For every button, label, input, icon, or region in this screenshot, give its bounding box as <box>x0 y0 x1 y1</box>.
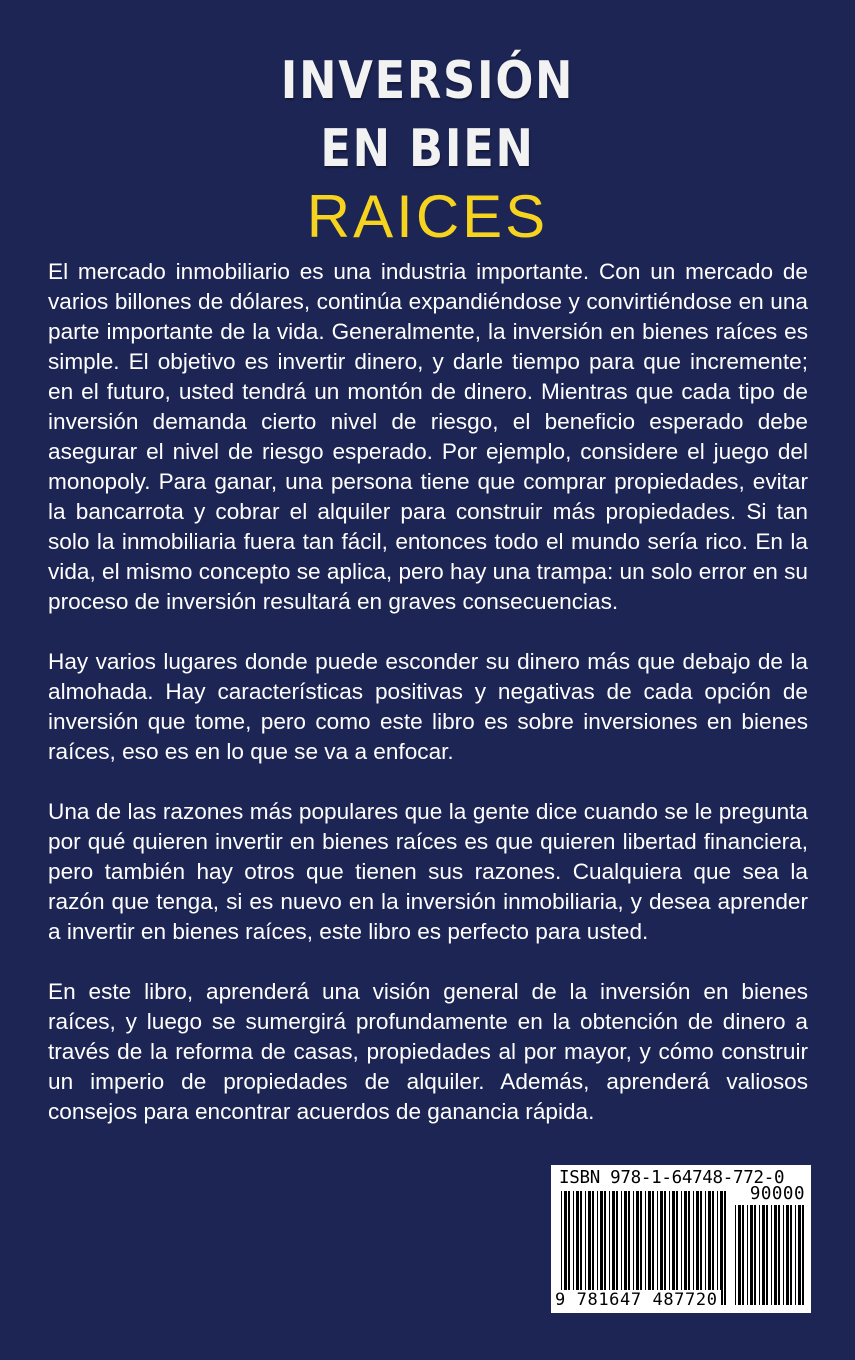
barcode-bar <box>580 1191 582 1305</box>
title-line-2: EN BIEN <box>320 119 535 179</box>
barcode-bar <box>676 1191 678 1305</box>
barcode-bar <box>648 1191 651 1305</box>
barcode-bar <box>750 1205 753 1305</box>
barcode-bar <box>795 1205 796 1305</box>
barcode-bar <box>621 1191 622 1305</box>
barcode-bar <box>604 1191 606 1305</box>
barcode-bar <box>633 1191 634 1305</box>
barcode-bar <box>712 1191 714 1305</box>
barcode-bar <box>684 1191 687 1305</box>
barcode-bar <box>696 1191 699 1305</box>
barcode-bar <box>738 1205 741 1305</box>
barcode-bar <box>573 1191 574 1305</box>
barcode-bar <box>786 1205 789 1305</box>
barcode-bar <box>778 1205 780 1305</box>
barcode-bar <box>576 1191 579 1305</box>
barcode-bar <box>700 1191 702 1305</box>
barcode-bar <box>688 1191 690 1305</box>
description-paragraph: En este libro, aprenderá una visión general de la inversión en bienes raíces, y luego se sumergirá profundamente en la obtención de dinero a través de la reforma de casas, propiedades al por mayor, y cómo construir un imperio de propiedades de alquiler. Además, aprenderá valiosos consejos para encontrar acuerdos de ganancia rápida. <box>48 979 808 1124</box>
barcode-bar <box>708 1191 711 1305</box>
barcode-bar <box>693 1191 694 1305</box>
barcode-bar <box>597 1191 598 1305</box>
barcode-bar <box>657 1191 658 1305</box>
description-paragraph: Hay varios lugares donde puede esconder su dinero más que debajo de la almohada. Hay características positivas y negativas de cada opción de inversión que tome, pero como este libro es sobre inversiones en bienes raíces, eso es en lo que se va a enfocar. <box>48 649 808 764</box>
barcode-bar <box>759 1205 760 1305</box>
barcode-bar <box>720 1191 723 1305</box>
barcode-box <box>551 1165 811 1313</box>
barcode-bar <box>628 1191 630 1305</box>
barcode-bar <box>754 1205 756 1305</box>
isbn-label: ISBN 978-1-64748-772-0 <box>559 1168 785 1188</box>
book-description <box>48 257 808 1157</box>
ean-number: 9 781647 487720 <box>555 1290 721 1310</box>
barcode-bar <box>564 1191 567 1305</box>
barcode-bar <box>585 1191 586 1305</box>
barcode-bar <box>660 1191 663 1305</box>
barcode-bar <box>681 1191 682 1305</box>
barcode-bar <box>645 1191 646 1305</box>
barcode-bar <box>724 1191 726 1305</box>
title-block <box>0 48 855 250</box>
price-code: 90000 <box>749 1184 805 1204</box>
barcode-bar <box>790 1205 792 1305</box>
barcode-bar <box>609 1191 610 1305</box>
barcode-bar <box>561 1191 562 1305</box>
barcode-bar <box>652 1191 654 1305</box>
barcode-bar <box>766 1205 768 1305</box>
barcode-bar <box>592 1191 594 1305</box>
barcode-bar <box>802 1205 804 1305</box>
barcode-bar <box>774 1205 777 1305</box>
barcode-bar <box>640 1191 642 1305</box>
barcode-bar <box>669 1191 670 1305</box>
title-line-1: INVERSIÓN <box>280 51 575 111</box>
barcode-bar <box>612 1191 615 1305</box>
barcode-bar <box>742 1205 744 1305</box>
barcode-bar <box>798 1205 801 1305</box>
barcode-bar <box>771 1205 772 1305</box>
barcode-bar <box>672 1191 675 1305</box>
barcode-bar <box>705 1191 706 1305</box>
barcode-bar <box>762 1205 765 1305</box>
barcode-bar <box>664 1191 666 1305</box>
barcode-bar <box>624 1191 627 1305</box>
barcode-bar <box>568 1191 570 1305</box>
barcode-bar <box>717 1191 718 1305</box>
barcode-bar <box>600 1191 603 1305</box>
barcode-bar <box>616 1191 618 1305</box>
description-paragraph: Una de las razones más populares que la gente dice cuando se le pregunta por qué quieren invertir en bienes raíces es que quieren libertad financiera, pero también hay otros que tienen sus razones. Cualquiera que sea la razón que tenga, si es nuevo en la inversión inmobiliaria, y desea aprender a invertir en bienes raíces, este libro es perfecto para usted. <box>48 799 808 944</box>
barcode-bar <box>588 1191 591 1305</box>
barcode-bar <box>735 1205 736 1305</box>
title-line-3: RAICES <box>306 183 549 250</box>
description-paragraph: El mercado inmobiliario es una industria importante. Con un mercado de varios billones de dólares, continúa expandiéndose y convirtiéndose en una parte importante de la vida. Generalmente, la inversión en bienes raíces es simple. El objetivo es invertir dinero, y darle tiempo para que incremente; en el futuro, usted tendrá un montón de dinero. Mientras que cada tipo de inversión demanda cierto nivel de riesgo, el beneficio esperado debe asegurar el nivel de riesgo esperado. Por ejemplo, considere el juego del monopoly. Para ganar, una persona tiene que comprar propiedades, evitar la bancarrota y cobrar el alquiler para construir más propiedades. Si tan solo la inmobiliaria fuera tan fácil, entonces todo el mundo sería rico. En la vida, el mismo concepto se aplica, pero hay una trampa: un solo error en su proceso de inversión resultará en graves consecuencias. <box>48 259 808 614</box>
barcode-bar <box>783 1205 784 1305</box>
barcode-bar <box>636 1191 639 1305</box>
barcode-bar <box>747 1205 748 1305</box>
